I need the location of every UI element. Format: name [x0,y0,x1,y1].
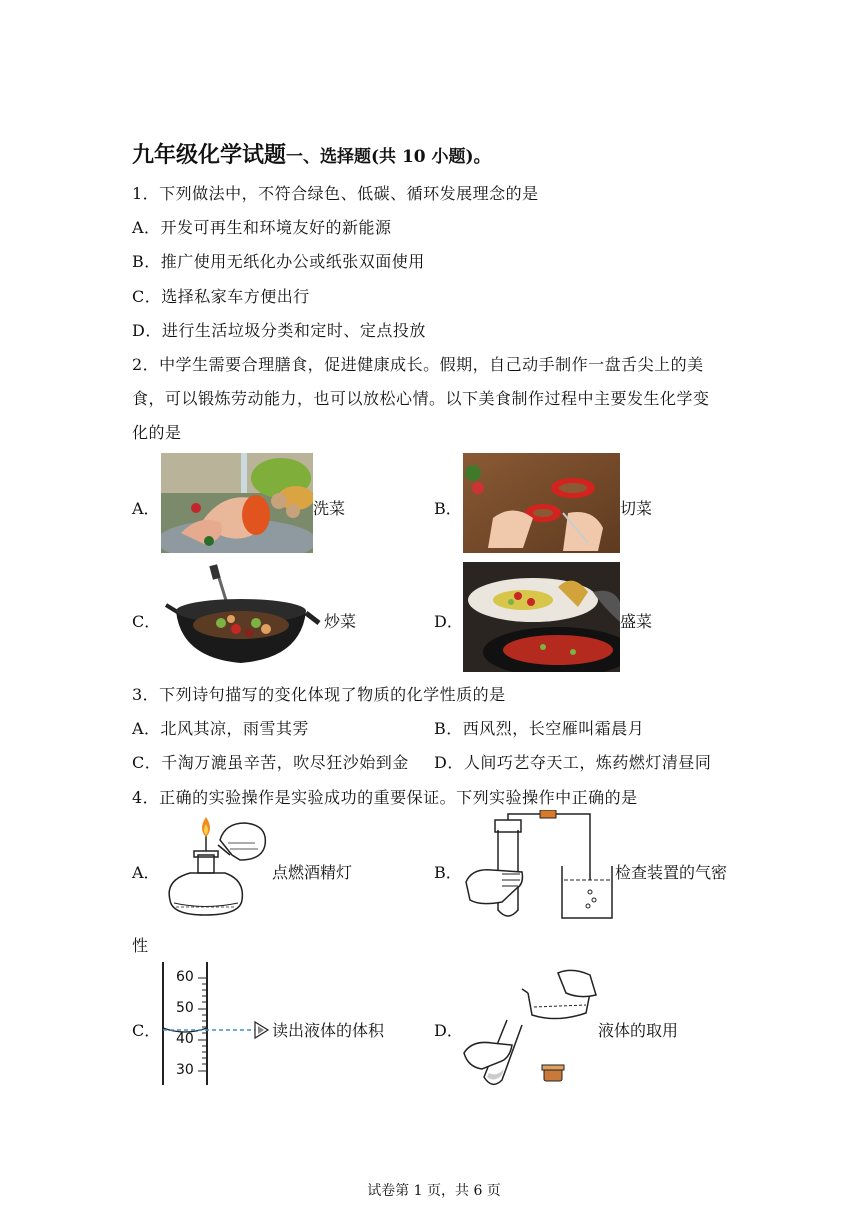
q4-option-c-text: 读出液体的体积 [272,1021,385,1040]
q1-option-d: D．进行生活垃圾分类和定时、定点投放 [132,321,426,340]
q3-stem: 3．下列诗句描写的变化体现了物质的化学性质的是 [132,685,506,704]
cylinder-tick-60: 60 [176,969,194,985]
q2-option-b-letter: B． [434,499,462,518]
title-main: 九年级化学试题 [132,142,287,168]
q1-option-a: A．开发可再生和环境友好的新能源 [132,218,392,237]
q2-stem-line3: 化的是 [132,423,182,442]
cylinder-tick-40: 40 [176,1031,194,1047]
q4-option-a-letter: A． [132,863,160,882]
q3-option-b: B．西风烈，长空雁叫霜晨月 [434,719,645,738]
liquid-pouring-image [462,965,600,1090]
q2-stem-line2: 食，可以锻炼劳动能力，也可以放松心情。以下美食制作过程中主要发生化学变 [132,389,710,408]
q3-option-d: D．人间巧艺夺天工，炼药燃灯清昼同 [434,753,712,772]
alcohol-lamp-lighting-image [160,815,272,920]
q4-option-c-letter: C． [132,1021,161,1040]
q2-option-a-letter: A． [132,499,160,518]
q2-option-d-text: 盛菜 [620,612,653,631]
page-footer: 试卷第 1 页，共 6 页 [367,1183,501,1199]
q4-option-d-letter: D． [434,1021,463,1040]
q4-option-a-text: 点燃酒精灯 [272,863,353,882]
washing-vegetables-image [161,453,313,553]
q2-option-d-letter: D． [434,612,463,631]
q4-stem: 4．正确的实验操作是实验成功的重要保证。下列实验操作中正确的是 [132,788,638,807]
q4-option-d-text: 液体的取用 [598,1021,679,1040]
cutting-vegetables-image [463,453,620,553]
q2-option-b-text: 切菜 [620,499,653,518]
q1-stem: 1．下列做法中，不符合绿色、低碳、循环发展理念的是 [132,184,539,203]
q3-option-a: A．北风其凉，雨雪其雱 [132,719,310,738]
q2-option-c-letter: C． [132,612,161,631]
section-heading: 一、选择题(共 10 小题)。 [286,147,491,167]
q4-option-b-letter: B． [434,863,462,882]
q2-option-c-text: 炒菜 [324,612,357,631]
serving-dish-image [463,562,620,672]
q4-option-b-text: 检查装置的气密 [615,863,728,882]
q3-option-c: C．千淘万漉虽辛苦，吹尽狂沙始到金 [132,753,409,772]
stir-fry-wok-image [161,563,321,673]
q1-option-c: C．选择私家车方便出行 [132,287,310,306]
q4-option-b-wrap: 性 [132,936,149,955]
exam-title [132,138,491,169]
cylinder-tick-50: 50 [176,1000,194,1016]
q2-option-a-text: 洗菜 [313,499,346,518]
airtightness-check-image [462,810,614,922]
q2-stem-line1: 2．中学生需要合理膳食，促进健康成长。假期，自己动手制作一盘舌尖上的美 [132,355,704,374]
q1-option-b: B．推广使用无纸化办公或纸张双面使用 [132,252,425,271]
cylinder-tick-30: 30 [176,1062,194,1078]
